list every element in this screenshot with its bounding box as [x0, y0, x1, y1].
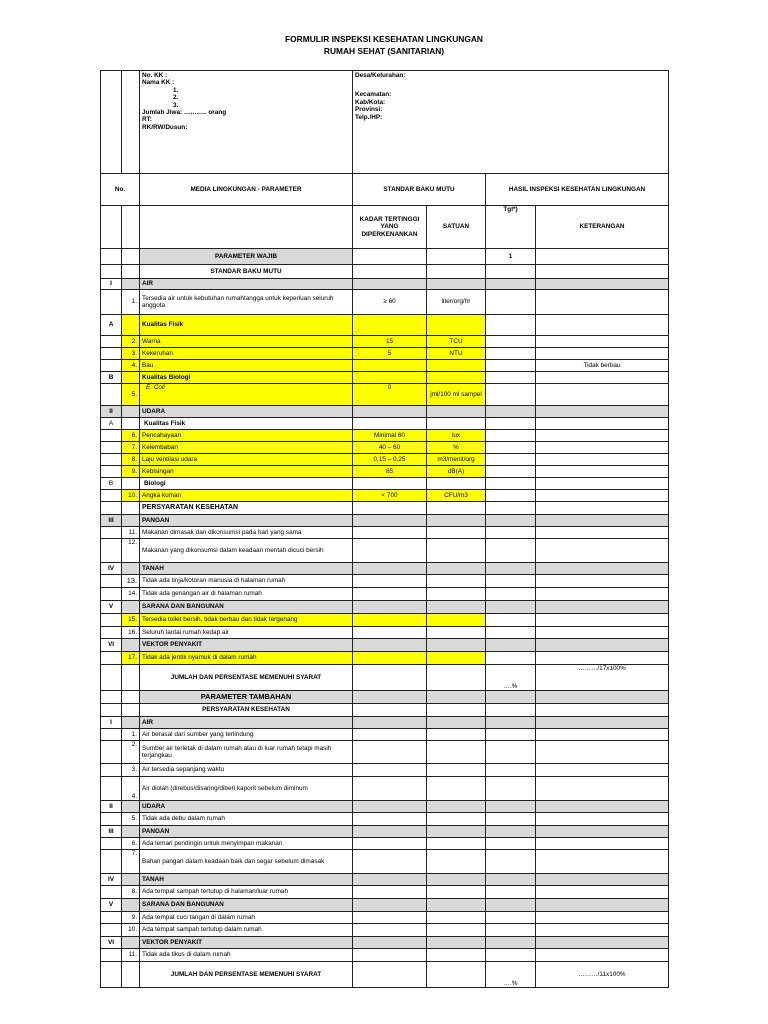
location-info [353, 71, 669, 174]
table-row: 10. Ada tempat sampah tertutup dalam rumah [101, 924, 669, 937]
table-row: 15. Tersedia toilet bersih, tidak berbau dan tidak tergenang [101, 614, 669, 627]
no-kk-field[interactable]: No. KK : [142, 72, 168, 79]
table-row: 1. Tersedia air untuk kebutuhan rumahtangga untuk keperluan seluruh anggota ≥ 60 liter/org/hr [101, 290, 669, 315]
col-standar-header: STANDAR BAKU MUTU [353, 174, 486, 206]
table-row: 2. Warna 15 TCU [101, 336, 669, 348]
table-row: A Kualitas Fisik [101, 315, 669, 336]
table-row: 1. Air berasal dari sumber yang terlindung [101, 729, 669, 741]
item-label: Tersedia air untuk kebutuhan rumahtangga untuk keperluan seluruh anggota [140, 290, 353, 315]
section-title: PERSYARATAN KESEHATAN [140, 502, 353, 515]
table-row: 17. Tidak ada jentik nyamuk di dalam rumah [101, 652, 669, 665]
desa-field[interactable]: Desa/Kelurahan: [355, 72, 406, 79]
table-row: 6. Pencahayaan Minimal 60 lux [101, 430, 669, 442]
table-row: 11. Makanan dimasak dan dikonsumsi pada hari yang sama [101, 527, 669, 539]
col-satuan-header: SATUAN [427, 206, 486, 249]
col-keterangan-header: KETERANGAN [536, 206, 669, 249]
table-row [101, 265, 669, 279]
table-row: B Biologi [101, 478, 669, 490]
category-label: AIR [140, 279, 353, 290]
col-no-header: No. [101, 174, 140, 206]
tgl-index: 1 [486, 249, 536, 265]
table-row: 8. Laju ventilasi udara 0,15 – 0,25 m3/menit/org [101, 454, 669, 466]
table-row: II UDARA [101, 801, 669, 813]
jumlah-jiwa-field[interactable]: Jumlah Jiwa: ……….. orang [142, 109, 227, 117]
table-row: 7. Kelembaban 40 – 60 % [101, 442, 669, 454]
table-row: VI VEKTOR PENYAKIT [101, 937, 669, 949]
inspection-table [100, 70, 669, 988]
section-title: PARAMETER TAMBAHAN [140, 691, 353, 704]
table-row: 4. Bau Tidak berbau [101, 360, 669, 372]
table-row: I AIR [101, 279, 669, 290]
table-row: 5. Tidak ada debu dalam rumah [101, 813, 669, 826]
table-row: 3. Kekeruhan 5 NTU [101, 348, 669, 360]
table-row: II UDARA [101, 406, 669, 418]
table-row: B Kualitas Biologi [101, 372, 669, 384]
table-row [101, 691, 669, 704]
nama-kk-3[interactable]: 3. [173, 101, 179, 109]
table-row: 6. Ada lemari pendingin untuk menyimpan makanan [101, 838, 669, 850]
table-row: 12. Makanan yang dikonsumsi dalam keadaan mentah dicuci bersih [101, 539, 669, 563]
table-row: III PANGAN [101, 515, 669, 527]
table-row: 7. Bahan pangan dalam keadaan baik dan segar sebelum dimasak [101, 850, 669, 874]
total-label: JUMLAH DAN PERSENTASE MEMENUHI SYARAT [140, 665, 353, 691]
subheader-row [101, 206, 669, 249]
table-row: 3. Air tersedia sepanjang waktu [101, 764, 669, 777]
col-hasil-header: HASIL INSPEKSI KESEHATAN LINGKUNGAN [486, 174, 669, 206]
total-formula: ………/17x100% [536, 665, 669, 691]
table-row: IV TANAH [101, 563, 669, 575]
kab-kota-field[interactable]: Kab/Kota: [355, 98, 386, 106]
table-row: 9. Ada tempat cuci tangan di dalam rumah [101, 912, 669, 924]
total-percent: ….% [486, 962, 536, 988]
household-info [140, 71, 353, 174]
total-row [101, 665, 669, 691]
nama-kk-field[interactable]: Nama KK : [142, 79, 175, 87]
col-media-header: MEDIA LINGKUNGAN - PARAMETER [140, 174, 353, 206]
col-kadar-header: KADAR TERTINGGI YANG DIPERKENANKAN [353, 206, 427, 249]
table-row: 9. Kebisingan 85 dB(A) [101, 466, 669, 478]
table-row [101, 704, 669, 717]
section-title: PERSYARATAN KESEHATAN [140, 704, 353, 717]
table-row: 16. Seluruh lantai rumah kedap air [101, 627, 669, 639]
table-row: 10. Angka kuman < 700 CFU/m3 [101, 490, 669, 502]
table-row: IV TANAH [101, 874, 669, 886]
identity-row [101, 71, 669, 174]
provinsi-field[interactable]: Provinsi: [355, 106, 383, 114]
table-row: I AIR [101, 717, 669, 729]
table-row: V SARANA DAN BANGUNAN [101, 601, 669, 614]
total-percent: ….% [486, 665, 536, 691]
total-row [101, 962, 669, 988]
form-subtitle: RUMAH SEHAT (SANITARIAN) [323, 46, 445, 56]
table-row: V SARANA DAN BANGUNAN [101, 899, 669, 912]
header-row [101, 174, 669, 206]
total-formula: ………/11x100% [536, 962, 669, 988]
table-row: 5. E. Coli 0 jml/100 ml sampel [101, 384, 669, 406]
col-tgl-header: Tgl*) [486, 206, 536, 249]
section-title: STANDAR BAKU MUTU [140, 265, 353, 279]
telp-field[interactable]: Telp./HP: [355, 113, 383, 121]
table-row: A Kualitas Fisik [101, 418, 669, 430]
table-row: III PANGAN [101, 826, 669, 838]
table-row: 13. Tidak ada tinja/kotoran manusia di halaman rumah [101, 575, 669, 588]
form-title: FORMULIR INSPEKSI KESEHATAN LINGKUNGAN [285, 34, 483, 44]
rk-field[interactable]: RK/RW/Dusun: [142, 123, 188, 131]
table-row: 11. Tidak ada tikus di dalam rumah [101, 949, 669, 962]
table-row: 4. Air diolah (direbus/disaring/diberi kaporit sebelum diminum [101, 777, 669, 801]
table-row: 2. Sumber air terletak di dalam rumah atau di luar rumah tetapi masih terjangkau [101, 741, 669, 764]
kecamatan-field[interactable]: Kecamatan: [355, 91, 392, 99]
total-label: JUMLAH DAN PERSENTASE MEMENUHI SYARAT [140, 962, 353, 988]
section-title: PARAMETER WAJIB [140, 249, 353, 265]
table-row: 14. Tidak ada genangan air di halaman rumah [101, 588, 669, 601]
table-row [101, 249, 669, 265]
rt-field[interactable]: RT: [142, 116, 152, 124]
table-row: 8. Ada tempat sampah tertutup di halaman/luar rumah [101, 886, 669, 899]
nama-kk-2[interactable]: 2. [173, 94, 179, 102]
table-row: VI VEKTOR PENYAKIT [101, 639, 669, 652]
nama-kk-1[interactable]: 1. [173, 86, 179, 94]
table-row [101, 502, 669, 515]
